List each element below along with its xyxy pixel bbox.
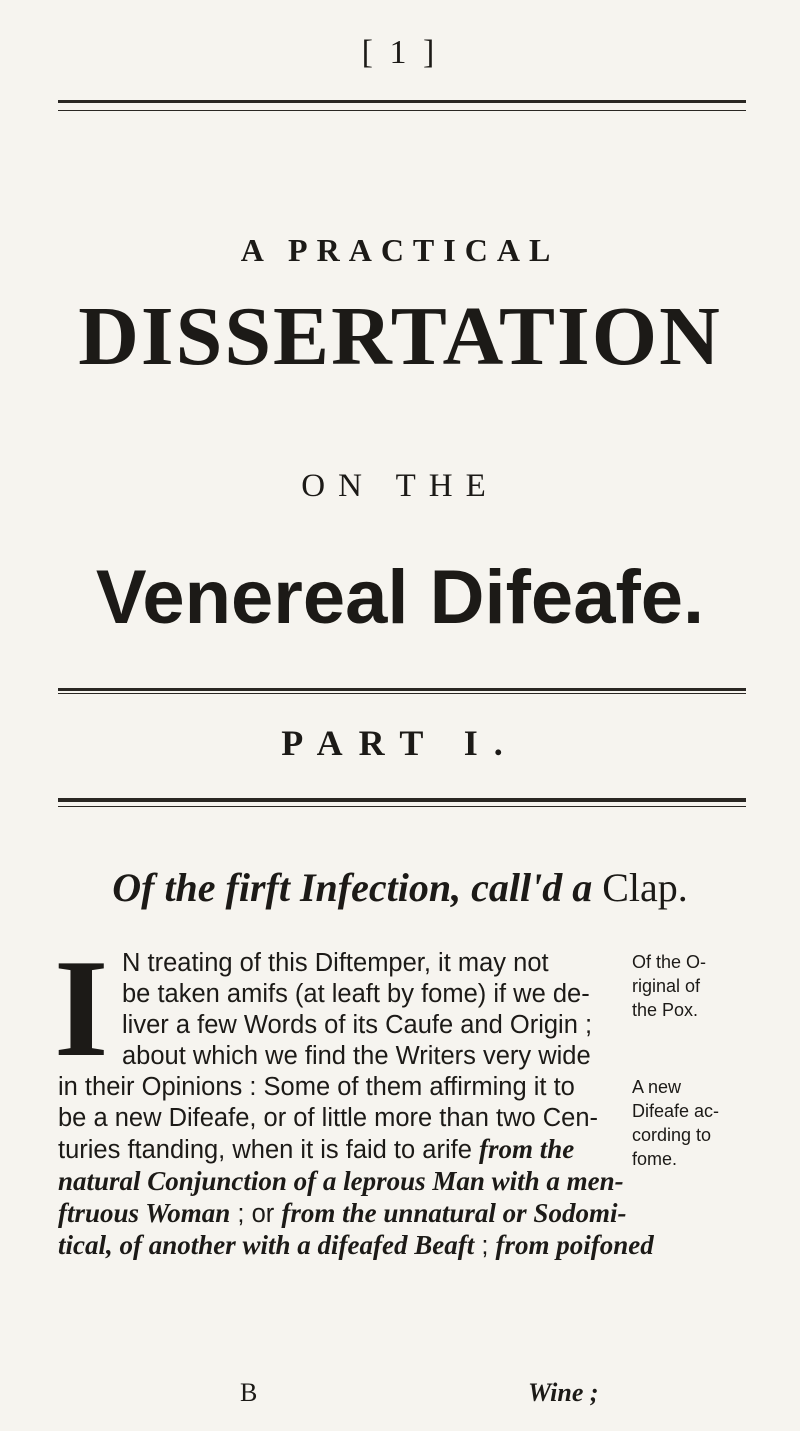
italic-run: ftruous Woman bbox=[58, 1198, 231, 1228]
margin-line: cording to bbox=[632, 1125, 712, 1145]
body-line bbox=[58, 1198, 628, 1230]
title-connector: ON THE bbox=[301, 468, 499, 504]
italic-run: tical, of another with a difeafed Beaft bbox=[58, 1230, 475, 1260]
italic-run: natural Conjunction of a leprous Man with a men- bbox=[58, 1166, 624, 1196]
page-footer bbox=[0, 1378, 800, 1412]
title-rule-thick bbox=[58, 688, 746, 691]
title-main: DISSERTATION bbox=[78, 290, 722, 383]
body-line bbox=[58, 1103, 628, 1134]
margin-line: Difeafe ac- bbox=[632, 1101, 720, 1121]
margin-note-new-disease bbox=[632, 1075, 772, 1171]
body-line bbox=[58, 1072, 628, 1103]
text-run: liver a few Words of its Caufe and Origin ; bbox=[122, 1011, 593, 1039]
italic-run: from poifoned bbox=[495, 1230, 654, 1260]
margin-line: the Pox. bbox=[632, 1000, 699, 1020]
text-run: turies ftanding, when it is faid to arife bbox=[58, 1136, 479, 1164]
page-number: [ 1 ] bbox=[361, 34, 439, 71]
body-paragraph bbox=[58, 948, 654, 1262]
text-run: N treating of this Diftemper, it may not bbox=[122, 949, 549, 977]
part-heading: PART I. bbox=[281, 723, 519, 763]
text-run: ; or bbox=[230, 1200, 282, 1228]
text-run: be taken amifs (at leaft by fome) if we de- bbox=[122, 980, 590, 1008]
margin-note-origin bbox=[632, 950, 772, 1022]
text-run: in their Opinions : Some of them affirming it to bbox=[58, 1073, 575, 1101]
body-line bbox=[58, 1041, 628, 1072]
body-line bbox=[58, 1134, 628, 1166]
chapter-heading bbox=[0, 865, 800, 910]
drop-cap: I bbox=[54, 931, 109, 1086]
part-rule-thick bbox=[58, 798, 746, 802]
title-kicker: A PRACTICAL bbox=[240, 232, 560, 268]
margin-line: Of the O- bbox=[632, 952, 707, 972]
catchword: Wine ; bbox=[528, 1378, 599, 1407]
italic-run: from the unnatural or Sodomi- bbox=[281, 1198, 627, 1228]
body-line bbox=[58, 948, 628, 979]
body-line bbox=[58, 979, 628, 1010]
chapter-heading-roman: Clap. bbox=[602, 865, 688, 910]
title-subject: Venereal Difeafe. bbox=[95, 555, 705, 640]
margin-line: fome. bbox=[632, 1149, 678, 1169]
margin-line: A new bbox=[632, 1077, 682, 1097]
text-run: ; bbox=[474, 1232, 496, 1260]
text-run: be a new Difeafe, or of little more than two Cen- bbox=[58, 1104, 599, 1132]
chapter-heading-italic: Of the firft Infection, call'd a bbox=[112, 865, 593, 910]
signature-mark: B bbox=[240, 1378, 258, 1407]
italic-run: from the bbox=[478, 1134, 575, 1164]
header-rule-thick bbox=[58, 100, 746, 103]
header-rule-thin bbox=[58, 110, 746, 111]
part-rule-thin bbox=[58, 806, 746, 807]
margin-line: riginal of bbox=[632, 976, 701, 996]
text-run: about which we find the Writers very wide bbox=[122, 1042, 591, 1070]
body-line bbox=[58, 1010, 628, 1041]
body-line bbox=[58, 1230, 654, 1262]
body-line bbox=[58, 1166, 628, 1198]
title-rule-thin bbox=[58, 693, 746, 694]
